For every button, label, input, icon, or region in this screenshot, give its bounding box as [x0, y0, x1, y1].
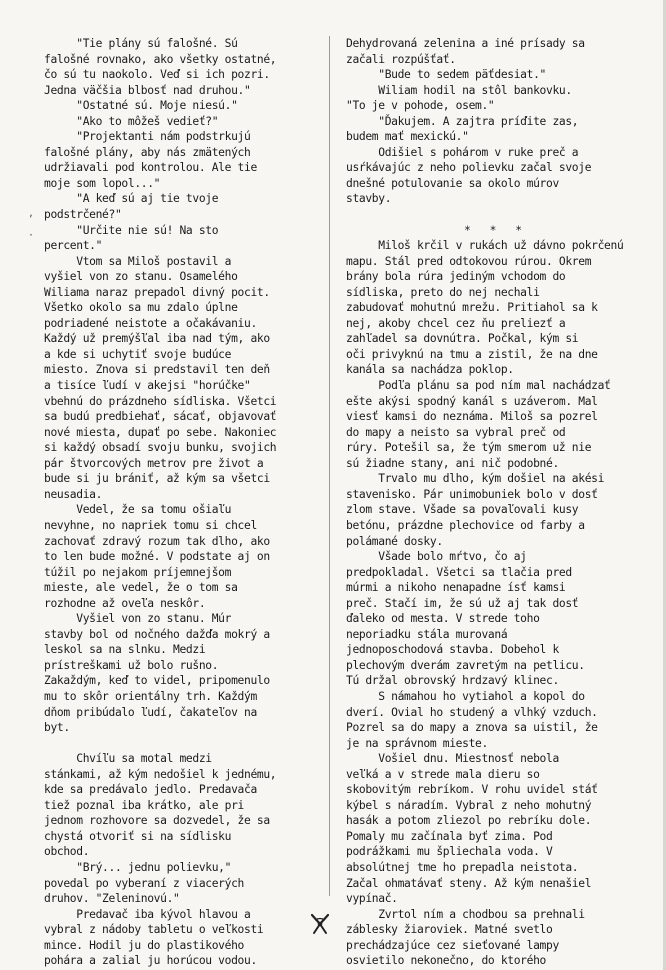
text-line: veľká a v strede mala dieru so: [346, 767, 540, 781]
text-line: sa budú predbiehať, sácať, objavovať: [44, 410, 277, 424]
text-line: a tisíce ľudí v akejsi "horúčke": [44, 379, 251, 393]
text-line: si každý obsadí svoju bunku, svojich: [44, 441, 277, 455]
text-line: vbehnú do prázdneho sídliska. Všetci: [44, 394, 277, 408]
text-line: mieste, ale vedel, že o tom sa: [44, 581, 238, 595]
page-ornament-icon: [306, 912, 334, 936]
text-line: Wiliama naraz prepadol divný pocit.: [44, 285, 270, 299]
text-line: absolútnej tme ho prepadla neistota.: [346, 860, 579, 874]
text-line: povedal po vyberaní z viacerých: [44, 876, 244, 890]
text-line: "Tie plány sú falošné. Sú: [44, 37, 238, 50]
text-line: dňom pribúdalo ľudí, čakateľov na: [44, 705, 257, 719]
text-line: Pozrel sa do mapy a znova sa uistil, že: [346, 721, 598, 735]
text-line: jednoposchodová stavba. Dobehol k: [346, 643, 559, 657]
text-line: "Ostatné sú. Moje niesú.": [44, 99, 238, 113]
text-line: neusadia.: [44, 487, 103, 501]
text-line: Všade bolo mŕtvo, čo aj: [346, 550, 527, 564]
text-line: ďaleko od mesta. V strede toho: [346, 612, 540, 626]
text-line: zahľadel sa dovnútra. Počkal, kým si: [346, 332, 579, 346]
text-line: pár štvorcových metrov pre život a: [44, 456, 264, 470]
text-line: druhov. "Zeleninovú.": [44, 892, 180, 906]
text-line: Tú držal obrovský hrdzavý klinec.: [346, 674, 559, 688]
text-line: múrmi a nikoho nenapadne ísť kamsi: [346, 581, 566, 595]
margin-mark: ,: [28, 208, 35, 219]
text-line: podstrčené?": [44, 208, 122, 222]
text-line: vypínač.: [346, 892, 398, 906]
text-line: nej, akoby chcel cez ňu preliezť a: [346, 316, 566, 330]
text-line: "Určite nie sú! Na sto: [44, 223, 219, 237]
text-line: prechádzajúce cez sieťované lampy: [346, 938, 559, 952]
text-line: je na správnom mieste.: [346, 736, 488, 750]
text-line: a kde si uchytiť svoje budúce: [44, 347, 232, 361]
text-line: rúry. Potešil sa, že tým smerom už nie: [346, 441, 592, 455]
text-line: skobovitým rebríkom. V rohu uvidel stáť: [346, 783, 598, 797]
text-line: [44, 736, 314, 752]
text-line: "Projektanti nám podstrkujú: [44, 130, 251, 144]
text-line: čo sú tu naokolo. Veď si ich pozri.: [44, 68, 270, 82]
text-line: Zvrtol ním a chodbou sa prehnali: [346, 907, 585, 921]
text-line: Miloš krčil v rukách už dávno pokrčenú: [346, 239, 624, 253]
text-line: túžil po nejakom príjemnejšom: [44, 565, 232, 579]
text-line: udržiavali pod kontrolou. Ale tie: [44, 161, 257, 175]
text-line: pohára a zalial ju horúcou vodou.: [44, 954, 257, 968]
text-line: S námahou ho vytiahol a kopol do: [346, 689, 585, 703]
text-line: viesť kamsi do neznáma. Miloš sa pozrel: [346, 410, 598, 424]
text-line: sú žiadne stany, ani nič podobné.: [346, 456, 559, 470]
text-line: mapu. Stál pred odtokovou rúrou. Okrem: [346, 254, 592, 268]
text-line: dnešné potulovanie sa okolo múrov: [346, 176, 559, 190]
text-line: sídliska, preto do nej nechali: [346, 285, 540, 299]
text-line: "To je v pohode, osem.": [346, 99, 495, 113]
text-line: [346, 207, 646, 223]
text-line: ešte akýsi spodný kanál s uzáverom. Mal: [346, 394, 598, 408]
text-line: podriadené neistote a očakávaniu.: [44, 316, 257, 330]
text-line: Vtom sa Miloš postavil a: [44, 254, 232, 268]
text-line: Predavač iba kývol hlavou a: [44, 907, 251, 921]
text-line: stánkami, až kým nedošiel k jednému,: [44, 767, 277, 781]
text-line: Odišiel s pohárom v ruke preč a: [346, 145, 579, 159]
text-line: vybral z nádoby tabletu o veľkosti: [44, 923, 264, 937]
margin-mark: ·: [28, 230, 35, 241]
text-line: byt.: [44, 721, 70, 735]
text-line: Vedel, že sa tomu ošiaľu: [44, 503, 232, 517]
text-line: Vošiel dnu. Miestnosť nebola: [346, 752, 559, 766]
text-line: Vyšiel von zo stanu. Múr: [44, 612, 232, 626]
text-line: "Bude to sedem päťdesiat.": [346, 68, 546, 82]
text-line: moje som lopol...": [44, 176, 161, 190]
text-line: nové miesta, dupať po sebe. Nakoniec: [44, 425, 277, 439]
text-line: rozhodne až oveľa neskôr.: [44, 596, 206, 610]
text-line: falošné plány, aby nás zmätených: [44, 145, 251, 159]
text-line: percent.": [44, 239, 103, 253]
text-line: brány bola rúra jediným vchodom do: [346, 270, 566, 284]
text-line: nevyhne, no napriek tomu si chcel: [44, 518, 257, 532]
text-line: záblesky žiaroviek. Matné svetlo: [346, 923, 553, 937]
text-line: kanála sa nachádza poklop.: [346, 363, 514, 377]
text-line: Pomaly mu začínala byť zima. Pod: [346, 829, 553, 843]
text-line: usŕkávajúc z neho polievku začal svoje: [346, 161, 592, 175]
right-text-column: [346, 36, 646, 969]
text-line: "A keď sú aj tie tvoje: [44, 192, 219, 206]
section-break: * * *: [463, 223, 528, 237]
text-line: Podľa plánu sa pod ním mal nachádzať: [346, 379, 611, 393]
text-line: predpokladal. Všetci sa tlačia pred: [346, 565, 572, 579]
text-line: vyšiel von zo stanu. Osamelého: [44, 270, 238, 284]
text-line: "Ďakujem. A zajtra príďite zas,: [346, 114, 579, 128]
text-line: Jedna väčšia blbosť nad druhou.": [44, 83, 251, 97]
column-divider: [329, 36, 330, 896]
text-line: chystá otvoriť si na sídlisku: [44, 829, 232, 843]
text-line: miesto. Znova si predstavil ten deň: [44, 363, 270, 377]
text-line: dverí. Ovial ho studený a vlhký vzduch.: [346, 705, 598, 719]
text-line: betónu, prázdne plechovice od farby a: [346, 518, 585, 532]
text-line: Trvalo mu dlho, kým došiel na akési: [346, 472, 605, 486]
text-line: to len bude možné. V podstate aj on: [44, 550, 270, 564]
text-line: neporiadku stála murovaná: [346, 627, 508, 641]
text-line: "Brý... jednu polievku,": [44, 860, 232, 874]
text-line: stavby bol od nočného dažďa mokrý a: [44, 627, 270, 641]
text-line: mu to skôr orientálny trh. Každým: [44, 689, 257, 703]
text-line: osvietilo nekonečno, do ktorého: [346, 954, 546, 968]
text-line: oči privyknú na tmu a zistil, že na dne: [346, 347, 598, 361]
text-line: kýbel s náradím. Vybral z neho mohutný: [346, 798, 592, 812]
text-line: hasák a potom zliezol po rebríku dole.: [346, 814, 592, 828]
text-line: mince. Hodil ju do plastikového: [44, 938, 244, 952]
text-line: Každý už premýšľal iba nad tým, ako: [44, 332, 270, 346]
text-line: stavby.: [346, 192, 392, 206]
text-line: obchod.: [44, 845, 90, 859]
text-line: falošné rovnako, ako všetky ostatné,: [44, 52, 277, 66]
text-line: bude si ju brániť, až kým sa všetci: [44, 472, 270, 486]
text-line: zachovať zdravý rozum tak dlho, ako: [44, 534, 270, 548]
left-text-column: [44, 36, 314, 969]
text-line: prístreškami už bolo rušno.: [44, 658, 219, 672]
text-line: polámané dosky.: [346, 534, 443, 548]
text-line: budem mať mexickú.": [346, 130, 469, 144]
text-line: Začal ohmatávať steny. Až kým nenašiel: [346, 876, 592, 890]
text-line: stavenisko. Pár unimobuniek bolo v dosť: [346, 487, 598, 501]
text-line: Wiliam hodil na stôl bankovku.: [346, 83, 572, 97]
text-line: začali rozpúšťať.: [346, 52, 456, 66]
text-line: Dehydrovaná zelenina a iné prísady sa: [346, 37, 585, 50]
text-line: leskol sa na slnku. Medzi: [44, 643, 206, 657]
text-line: preč. Stačí im, že sú už aj tak dosť: [346, 596, 579, 610]
text-line: Chvíľu sa motal medzi: [44, 752, 212, 766]
text-line: zlom stave. Všade sa povaľovali kusy: [346, 503, 579, 517]
text-line: "Ako to môžeš vedieť?": [44, 114, 219, 128]
text-line: kde sa predávalo jedlo. Predavača: [44, 783, 257, 797]
text-line: tiež poznal iba krátko, ale pri: [44, 798, 244, 812]
text-line: jednom rozhovore sa dozvedel, že sa: [44, 814, 270, 828]
text-line: plechovým dverám zavretým na petlicu.: [346, 658, 585, 672]
text-line: do mapy a neisto sa vybral preč od: [346, 425, 566, 439]
text-line: Zakaždým, keď to videl, pripomenulo: [44, 674, 270, 688]
text-line: podrážkami mu špliechala voda. V: [346, 845, 553, 859]
text-line: Všetko okolo sa mu zdalo úplne: [44, 301, 238, 315]
text-line: zabudovať mohutnú mrežu. Pritiahol sa k: [346, 301, 598, 315]
